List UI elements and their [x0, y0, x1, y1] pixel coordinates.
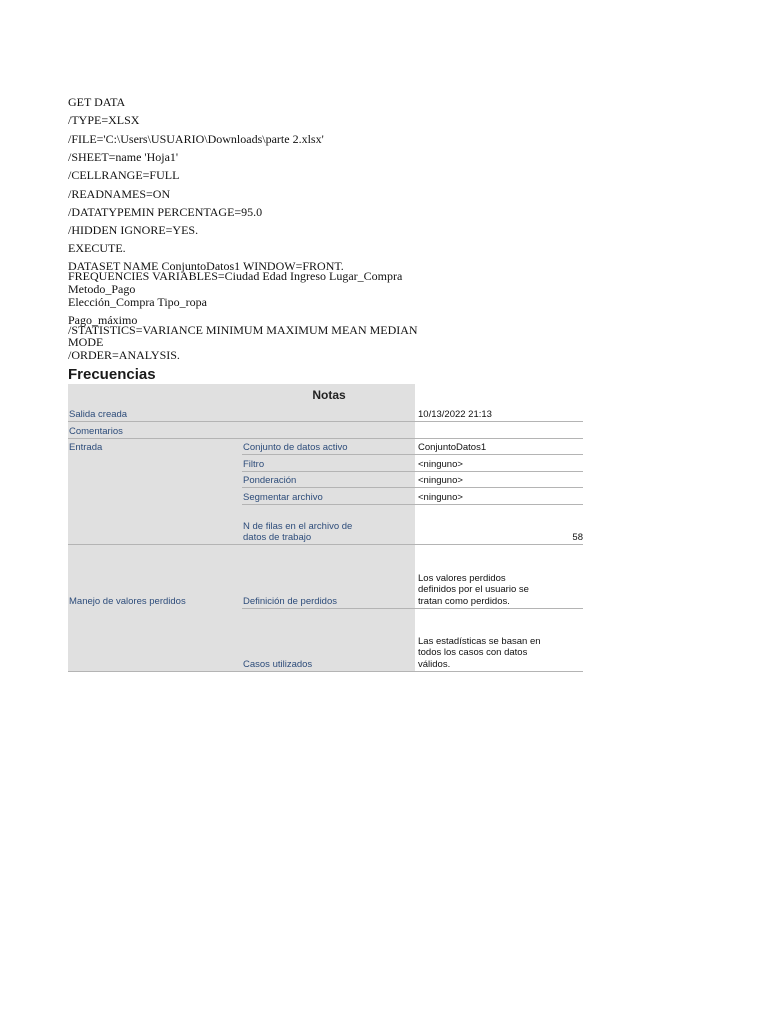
row-label-cases-used: Casos utilizados: [243, 659, 313, 670]
row-label-input: Entrada: [69, 442, 103, 453]
row-label-missing-values: Manejo de valores perdidos: [69, 596, 186, 607]
row-value-active-dataset: ConjuntoDatos1: [418, 442, 487, 453]
row-divider: [68, 438, 583, 439]
row-divider: [242, 608, 583, 609]
syntax-line: /CELLRANGE=FULL: [68, 168, 180, 182]
syntax-line: /STATISTICS=VARIANCE MINIMUM MAXIMUM MEAN MEDIAN: [68, 323, 418, 337]
row-value-split-file: <ninguno>: [418, 492, 463, 503]
row-label-active-dataset: Conjunto de datos activo: [243, 442, 348, 453]
row-value-missing-definition-line-3: tratan como perdidos.: [418, 596, 510, 607]
row-value-missing-definition-line-2: definidos por el usuario se: [418, 584, 529, 595]
row-value-cases-used-line-1: Las estadísticas se basan en: [418, 636, 541, 647]
syntax-line: GET DATA: [68, 95, 126, 109]
row-label-filter: Filtro: [243, 459, 265, 470]
syntax-line: /ORDER=ANALYSIS.: [68, 348, 180, 362]
syntax-line: /SHEET=name 'Hoja1': [68, 150, 179, 164]
row-value-weight: <ninguno>: [418, 475, 463, 486]
syntax-line: FREQUENCIES VARIABLES=Ciudad Edad Ingreso Lugar_Compra: [68, 269, 403, 283]
syntax-line: /FILE='C:\Users\USUARIO\Downloads\parte 2.xlsx': [68, 132, 324, 146]
row-divider: [242, 487, 583, 488]
row-value-output-created: 10/13/2022 21:13: [418, 409, 492, 420]
row-value-cases-used-line-3: válidos.: [418, 659, 451, 670]
row-label-weight: Ponderación: [243, 475, 297, 486]
row-divider: [68, 544, 583, 545]
row-divider: [242, 504, 583, 505]
row-label-split-file: Segmentar archivo: [243, 492, 323, 503]
row-divider: [242, 454, 583, 455]
row-value-rows: 58: [572, 532, 583, 543]
syntax-line: /HIDDEN IGNORE=YES.: [68, 223, 199, 237]
row-label-rows-line-1: N de filas en el archivo de: [243, 521, 353, 532]
row-label-rows-line-2: datos de trabajo: [243, 532, 312, 543]
syntax-line: EXECUTE.: [68, 241, 126, 255]
syntax-line: Elección_Compra Tipo_ropa: [68, 295, 207, 309]
syntax-line: Pago_máximo: [68, 313, 138, 327]
section-heading: Frecuencias: [68, 366, 156, 383]
row-divider: [68, 421, 583, 422]
row-divider: [68, 671, 583, 672]
row-label-output-created: Salida creada: [69, 409, 128, 420]
notes-table: [68, 384, 583, 672]
row-value-cases-used-line-2: todos los casos con datos: [418, 647, 528, 658]
syntax-line: /DATATYPEMIN PERCENTAGE=95.0: [68, 205, 263, 219]
syntax-line: /READNAMES=ON: [68, 187, 171, 201]
row-label-comments: Comentarios: [69, 426, 123, 437]
row-label-missing-definition: Definición de perdidos: [243, 596, 338, 607]
syntax-line: Metodo_Pago: [68, 282, 136, 296]
syntax-line: /TYPE=XLSX: [68, 113, 140, 127]
row-value-missing-definition-line-1: Los valores perdidos: [418, 573, 506, 584]
syntax-line: MODE: [68, 335, 104, 349]
row-divider: [242, 471, 583, 472]
row-value-filter: <ninguno>: [418, 459, 463, 470]
table-title: Notas: [312, 388, 346, 402]
syntax-line: DATASET NAME ConjuntoDatos1 WINDOW=FRONT.: [68, 259, 344, 273]
